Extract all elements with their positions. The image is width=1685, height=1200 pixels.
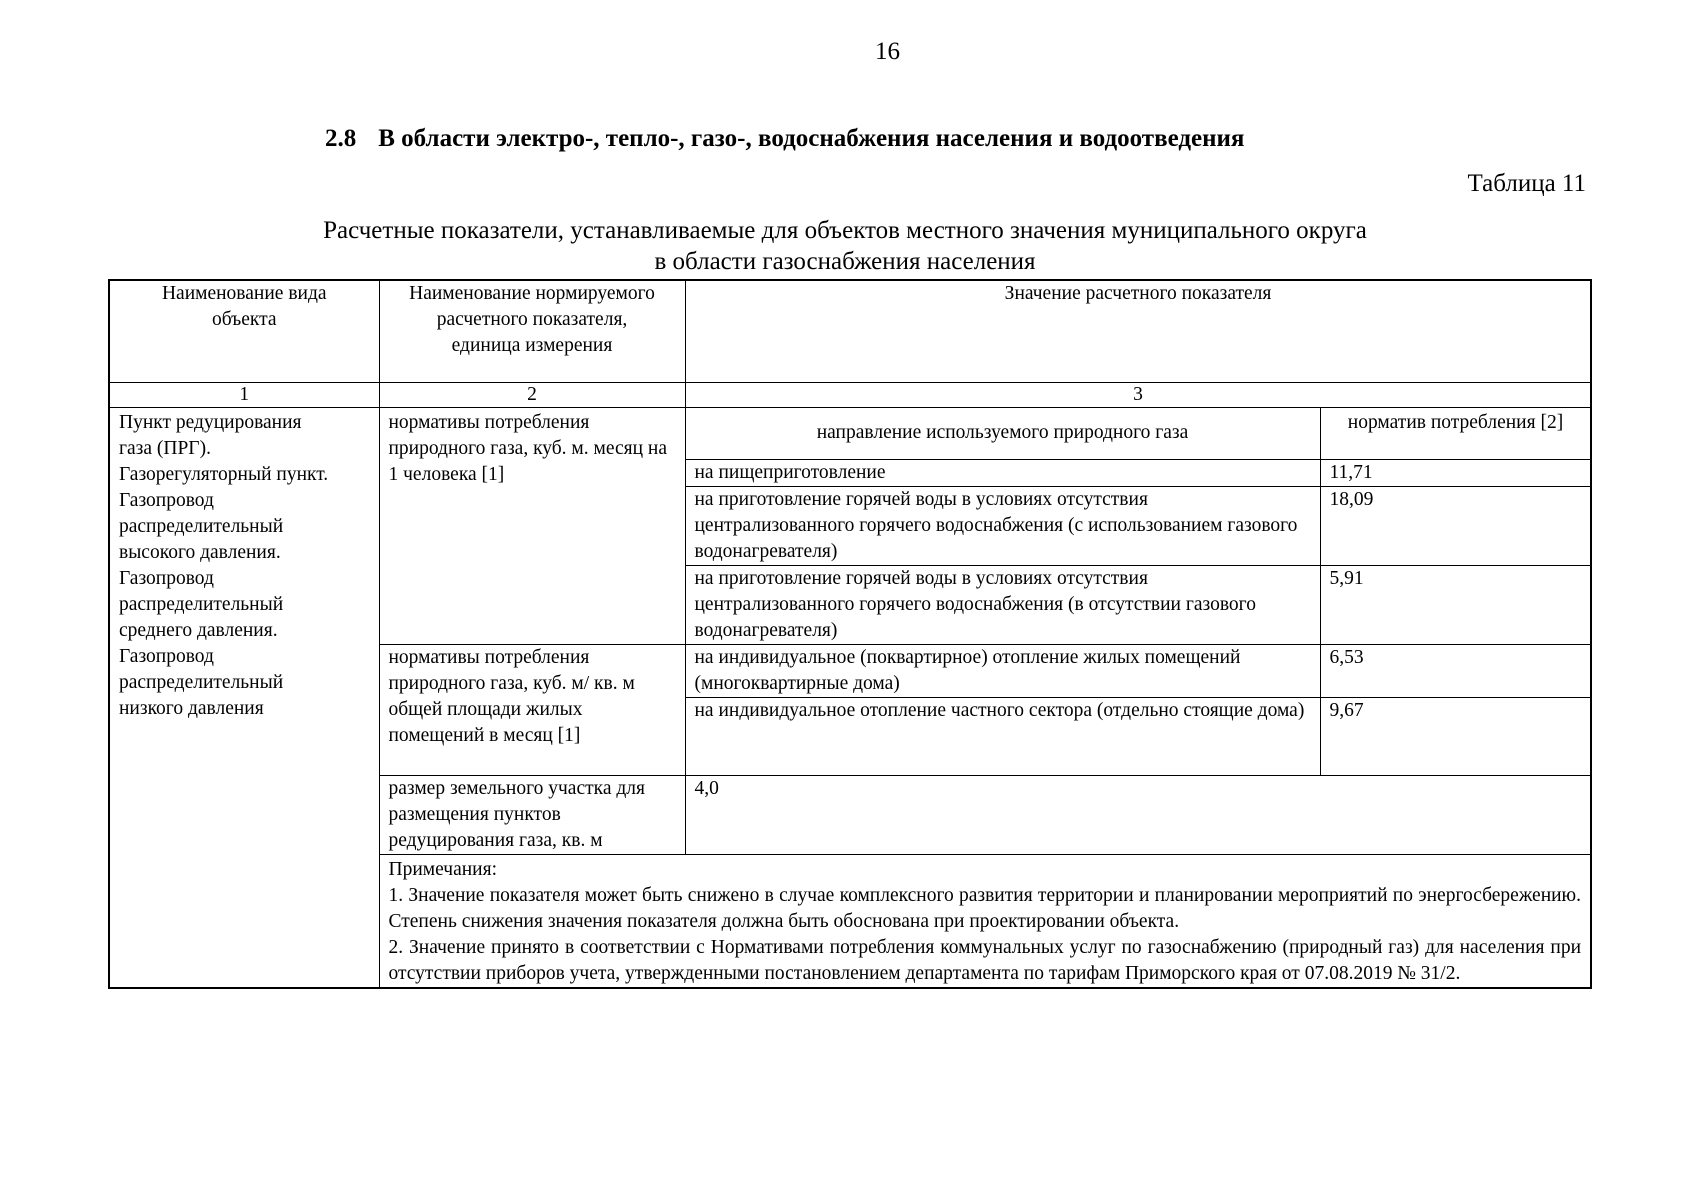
object-type-line: Пункт редуцирования [119,411,302,433]
direction-cell: на приготовление горячей воды в условиях отсутствия централизованного горячего водоснабжения (в отсутствии газового водонагревателя) [685,565,1320,644]
value-cell: 11,71 [1320,459,1591,486]
indicator-per-area-cell: нормативы потребления природного газа, куб. м/ кв. м общей площади жилых помещений в месяц [1] [379,644,685,775]
object-type-line: Газопровод [119,567,214,589]
object-types-cell [109,407,379,988]
direction-cell: на индивидуальное отопление частного сектора (отдельно стоящие дома) [685,697,1320,775]
subheader-norm: норматив потребления [2] [1320,407,1591,459]
caption-line-2: в области газоснабжения населения [654,248,1036,275]
caption-line-1: Расчетные показатели, устанавливаемые для объектов местного значения муниципального округа [323,217,1367,244]
section-number: 2.8 [325,125,357,152]
table-label: Таблица 11 [1467,170,1586,197]
object-type-line: газа (ПРГ). [119,437,211,459]
section-title: В области электро-, тепло-, газо-, водоснабжения населения и водоотведения [378,125,1245,152]
notes-title: Примечания: [388,858,497,880]
table-header-row [109,280,1591,382]
object-type-line: распределительный [119,515,284,537]
indicators-table [108,279,1592,989]
value-cell: 5,91 [1320,565,1591,644]
direction-cell: на приготовление горячей воды в условиях отсутствия централизованного горячего водоснабжения (с использованием газового водонагревателя) [685,486,1320,565]
column-number-1: 1 [109,382,379,407]
notes-cell [379,854,1591,988]
column-number-2: 2 [379,382,685,407]
value-cell: 9,67 [1320,697,1591,775]
header-indicator-value: Значение расчетного показателя [685,280,1591,382]
object-type-line: низкого давления [119,697,264,719]
object-type-line: Газорегуляторный пункт. [119,463,329,485]
direction-cell: на индивидуальное (поквартирное) отопление жилых помещений (многоквартирные дома) [685,644,1320,697]
subheader-row [109,407,1591,459]
note-item: 1. Значение показателя может быть снижено в случае комплексного развития территории и планировании мероприятий по энергосбережению. Степень снижения значения показателя должна быть обоснована при проектировании объекта. [388,884,1582,932]
section-heading [325,125,1244,153]
note-item: 2. Значение принято в соответствии с Нормативами потребления коммунальных услуг по газоснабжению (природный газ) для населения при отсутствии приборов учета, утвержденными постановлением департамента по тарифам Приморского края от 07.08.2019 № 31/2. [388,936,1582,984]
header-indicator-name: Наименование нормируемого расчетного показателя, единица измерения [379,280,685,382]
object-type-line: распределительный [119,593,284,615]
object-type-line: Газопровод [119,645,214,667]
direction-cell: на пищеприготовление [685,459,1320,486]
land-value-cell: 4,0 [685,775,1591,854]
value-cell: 18,09 [1320,486,1591,565]
column-number-row [109,382,1591,407]
page-number: 16 [875,38,900,65]
land-indicator-cell: размер земельного участка для размещения пунктов редуцирования газа, кв. м [379,775,685,854]
table-caption [110,215,1580,277]
value-cell: 6,53 [1320,644,1591,697]
object-type-line: распределительный [119,671,284,693]
subheader-direction: направление используемого природного газа [685,407,1320,459]
object-type-line: Газопровод [119,489,214,511]
column-number-3: 3 [685,382,1591,407]
indicator-per-person-cell: нормативы потребления природного газа, куб. м. месяц на 1 человека [1] [379,407,685,644]
object-type-line: высокого давления. [119,541,281,563]
object-type-line: среднего давления. [119,619,278,641]
header-object-type: Наименование вида объекта [109,280,379,382]
